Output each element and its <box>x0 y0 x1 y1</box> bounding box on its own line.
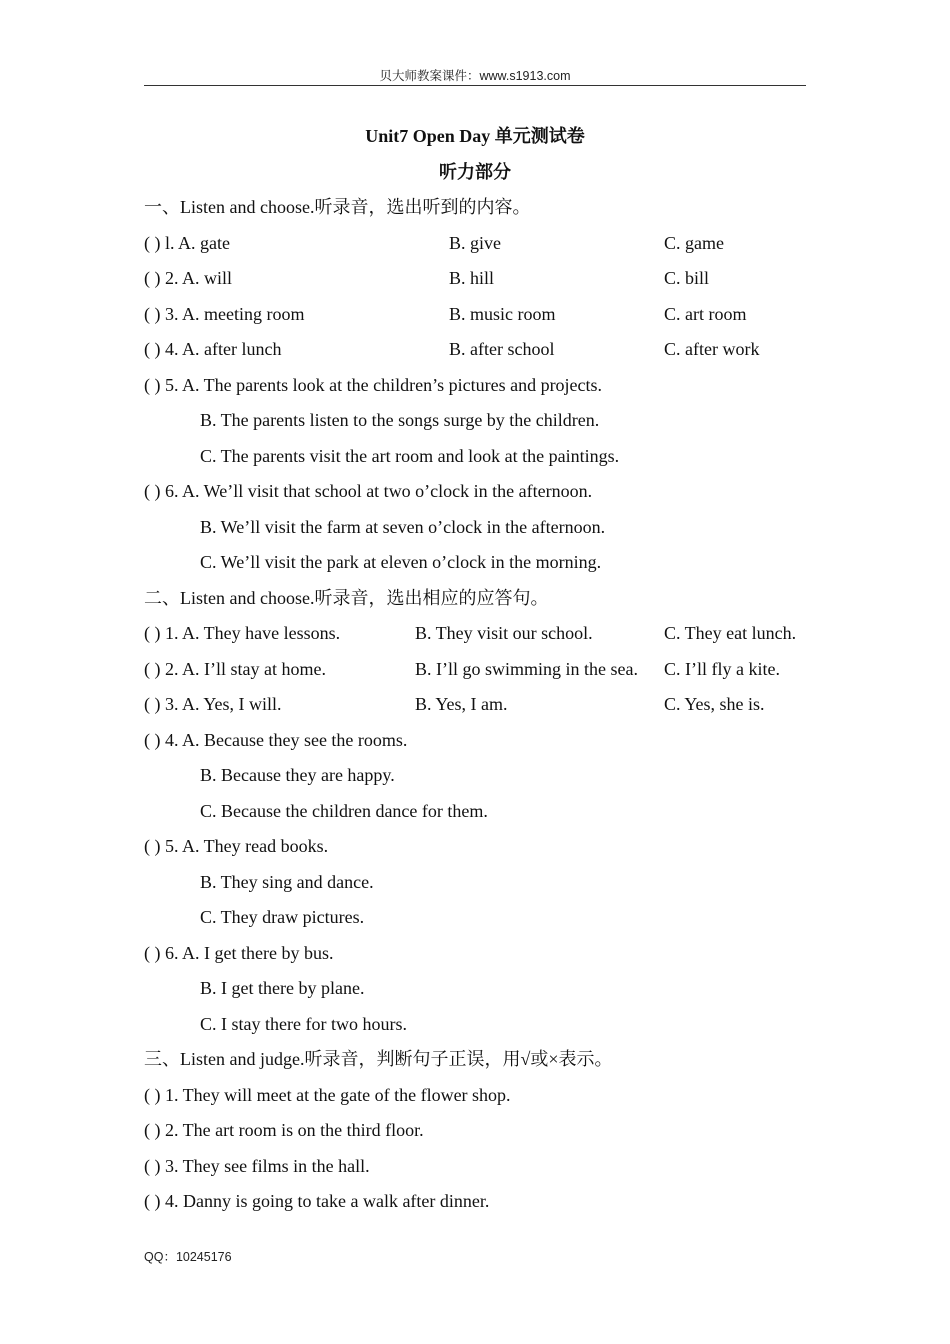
section3-heading: 三、Listen and judge.听录音，判断句子正误，用√或×表示。 <box>144 1049 613 1069</box>
section1-heading: 一、Listen and choose.听录音，选出听到的内容。 <box>144 197 531 217</box>
s2-q4-option-c: C. Because the children dance for them. <box>200 801 488 821</box>
s2-q4-option-b: B. Because they are happy. <box>200 765 395 785</box>
s2-q6-option-b: B. I get there by plane. <box>200 978 365 998</box>
s1-q6-option-b: B. We’ll visit the farm at seven o’clock in the afternoon. <box>200 517 606 537</box>
section2-heading: 二、Listen and choose.听录音，选出相应的应答句。 <box>144 588 549 608</box>
s1-q2-stem: ( ) 2. A. will <box>144 268 232 288</box>
s1-q1-option-c: C. game <box>664 233 724 253</box>
s1-q1-stem: ( ) l. A. gate <box>144 233 230 253</box>
s2-q2-option-b: B. I’ll go swimming in the sea. <box>415 659 638 679</box>
s3-q4: ( ) 4. Danny is going to take a walk after dinner. <box>144 1191 490 1211</box>
s1-q3-option-c: C. art room <box>664 304 747 324</box>
s2-q6-stem: ( ) 6. A. I get there by bus. <box>144 943 334 963</box>
s2-q2-stem: ( ) 2. A. I’ll stay at home. <box>144 659 326 679</box>
s3-q1: ( ) 1. They will meet at the gate of the flower shop. <box>144 1085 511 1105</box>
page-title: Unit7 Open Day 单元测试卷 <box>365 126 585 146</box>
s1-q5-option-c: C. The parents visit the art room and look at the paintings. <box>200 446 620 466</box>
page-subtitle: 听力部分 <box>439 162 511 182</box>
s3-q2: ( ) 2. The art room is on the third floor. <box>144 1120 424 1140</box>
s2-q3-option-b: B. Yes, I am. <box>415 694 508 714</box>
s1-q6-stem: ( ) 6. A. We’ll visit that school at two o’clock in the afternoon. <box>144 481 593 501</box>
s1-q3-stem: ( ) 3. A. meeting room <box>144 304 305 324</box>
s1-q4-stem: ( ) 4. A. after lunch <box>144 339 282 359</box>
s2-q4-stem: ( ) 4. A. Because they see the rooms. <box>144 730 408 750</box>
s1-q3-option-b: B. music room <box>449 304 556 324</box>
s2-q6-option-c: C. I stay there for two hours. <box>200 1014 407 1034</box>
s1-q5-stem: ( ) 5. A. The parents look at the children’s pictures and projects. <box>144 375 603 395</box>
s2-q1-option-b: B. They visit our school. <box>415 623 593 643</box>
s1-q5-option-b: B. The parents listen to the songs surge by the children. <box>200 410 600 430</box>
s2-q5-option-b: B. They sing and dance. <box>200 872 374 892</box>
s2-q2-option-c: C. I’ll fly a kite. <box>664 659 780 679</box>
s1-q1-option-b: B. give <box>449 233 501 253</box>
s2-q5-option-c: C. They draw pictures. <box>200 907 365 927</box>
s1-q6-option-c: C. We’ll visit the park at eleven o’clock in the morning. <box>200 552 602 572</box>
s2-q3-option-c: C. Yes, she is. <box>664 694 765 714</box>
s2-q1-stem: ( ) 1. A. They have lessons. <box>144 623 341 643</box>
s1-q4-option-b: B. after school <box>449 339 555 359</box>
footer-qq: QQ：10245176 <box>144 1250 232 1264</box>
s2-q3-stem: ( ) 3. A. Yes, I will. <box>144 694 282 714</box>
s1-q2-option-c: C. bill <box>664 268 710 288</box>
s3-q3: ( ) 3. They see films in the hall. <box>144 1156 370 1176</box>
s2-q5-stem: ( ) 5. A. They read books. <box>144 836 329 856</box>
s2-q1-option-c: C. They eat lunch. <box>664 623 797 643</box>
page-header: 贝大师教案课件：www.s1913.com <box>379 69 571 83</box>
header-divider <box>144 85 806 86</box>
s1-q2-option-b: B. hill <box>449 268 495 288</box>
s1-q4-option-c: C. after work <box>664 339 760 359</box>
